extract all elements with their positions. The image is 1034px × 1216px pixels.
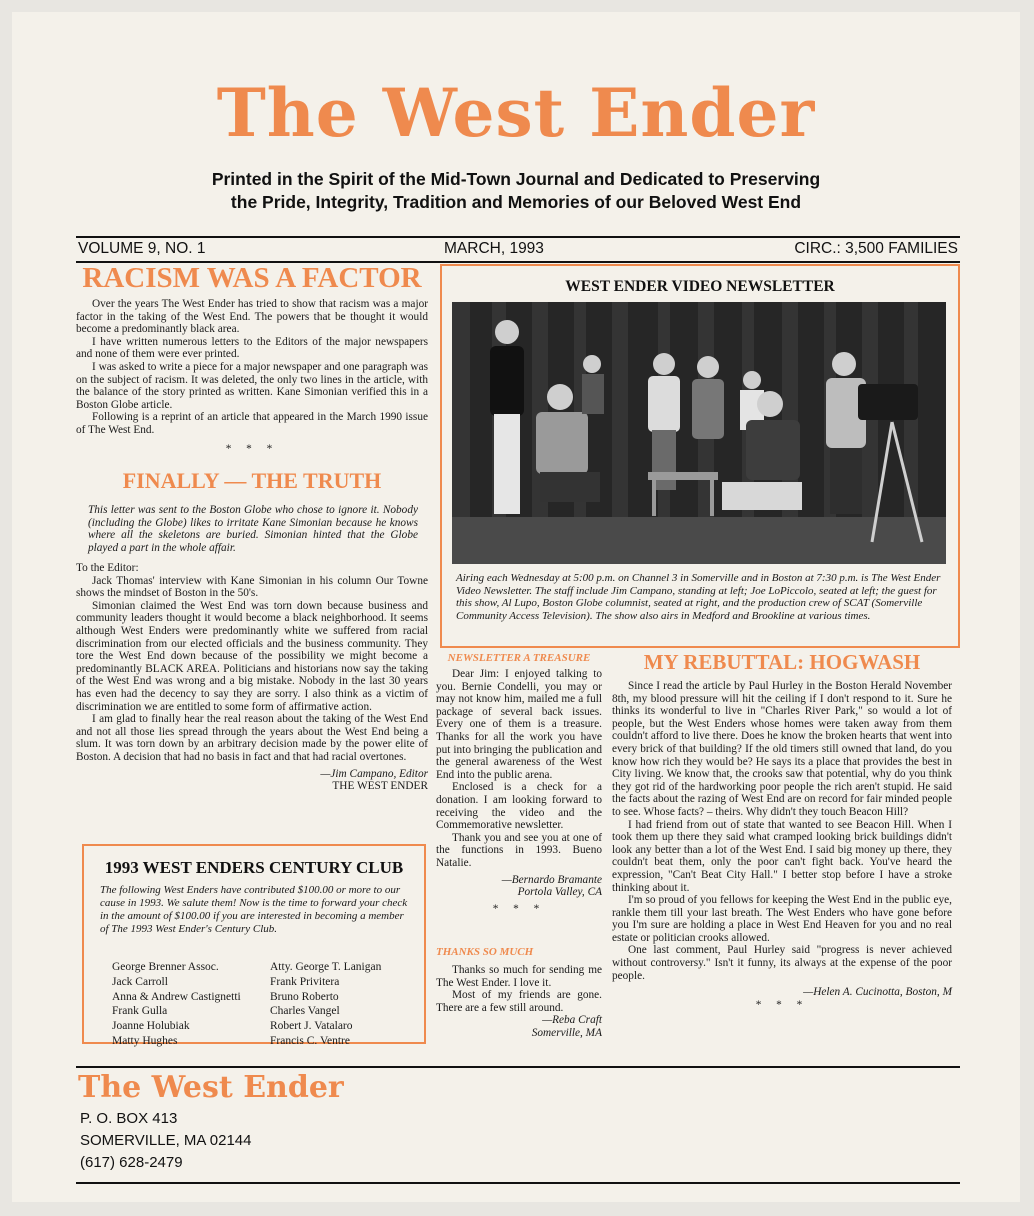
member-name: Anna & Andrew Castignetti	[112, 990, 241, 1003]
rebuttal-stars: * * *	[755, 998, 809, 1011]
video-caption: Airing each Wednesday at 5:00 p.m. on Channel 3 in Somerville and in Boston at 7:30 p.m. is The West Ender Video Newsletter. The staff include Jim Campano, standing at left; Joe LoPiccolo, seated at left; the guest for this show, Al Lupo, Boston Globe columnist, seated at right, and the production crew of SCAT (Somerville Community Access Television). The show also airs in Medford and Brookline at various times.	[456, 572, 941, 622]
thanks-p2: Most of my friends are gone. There are a few still around.	[436, 989, 602, 1014]
treasure-stars: * * *	[492, 902, 546, 915]
issue-date: MARCH, 1993	[444, 240, 544, 257]
masthead-title: The West Ender	[216, 74, 816, 152]
member-name: Atty. George T. Lanigan	[270, 961, 382, 973]
video-newsletter-box	[440, 264, 960, 648]
truth-p2: Simonian claimed the West End was torn down because business and community leaders thought it would become a black neighborhood. It seems although West Enders were predominantly white we suffered from racial discrimination from our elected officials and the business community. They tore the West End down because of the possibility we might become a predominantly BLACK AREA. Politicians and historians now say the taking of the West End was wrong and a big mistake. Nobody in the last 30 years has even had the decency to say they are sorry. I also think as a victim of discrimination we are entitled to some form of affirmative action.	[76, 599, 428, 713]
treasure-p3: Thank you and see you at one of the functions in 1993. Bueno Natalie.	[436, 831, 602, 869]
racism-p3: I was asked to write a piece for a major newspaper and one paragraph was on the subject of racism. It was deleted, the only two lines in the article, with the balance of the story printed as written. Kane Simonian verified this in a Boston Globe article.	[76, 360, 428, 411]
century-club-left-list	[112, 960, 272, 1049]
treasure-p1: Dear Jim: I enjoyed talking to you. Bernie Condelli, you may or may not know him, mailed me a full package of several back issues. Every one of them is a treasure. Thanks for all the work you have put into bringing the publication and the general awareness of the West End into the public arena.	[436, 668, 602, 781]
century-club-right-list	[270, 960, 420, 1049]
rebuttal-p3: I'm so proud of you fellows for keeping the West End in the public eye, rankle them till your last breath. The West Enders who have gone before you I'm sure are holding a place in West End Heaven for you and no real estate or politician crooks allowed.	[612, 894, 952, 944]
footer-city: SOMERVILLE, MA 02144	[80, 1132, 252, 1149]
footer-logo: The West Ender	[78, 1070, 344, 1105]
truth-salutation: To the Editor:	[76, 562, 139, 574]
treasure-location: Portola Valley, CA	[517, 886, 602, 899]
truth-p3: I am glad to finally hear the real reason about the taking of the West End and not all those lies spread through the years about the West End being a slum. It was torn down by an arbitrary decision made by the power elite of Boston. A decision that had no basis in fact and that had racial overtones.	[76, 713, 428, 763]
rebuttal-p1: Since I read the article by Paul Hurley in the Boston Herald November 8th, my blood pressure will hit the ceiling if I don't respond to it. Sure he thinks its wonderful to live in "Charles River Park," so would a lot of people, but the West Enders whose homes were taken away from them couldn't afford to live there. Does he know the broken hearts that went into every brick of that building? If the old timers still owned that land, do you know how rich they would be? He says its a place that provides the best in City living. We know that, the crooks saw that potential, why do you think they got rid of the hardworking poor people the rich aren't stupid. He said the facts about the razing of West End are on record for fair minded people to see. Whose facts? – theirs. Why didn't they touch Beacon Hill?	[612, 680, 952, 818]
member-name: Joanne Holubiak	[112, 1020, 190, 1033]
racism-p2: I have written numerous letters to the Editors of the major newspapers and none of them were ever printed.	[76, 335, 428, 361]
treasure-headline: NEWSLETTER A TREASURE	[447, 652, 591, 664]
member-name: Francis C. Ventre	[270, 1034, 350, 1047]
newspaper-page	[12, 12, 1020, 1202]
member-name: Frank Gulla	[112, 1005, 168, 1018]
footer-bottom-rule	[76, 1182, 960, 1184]
racism-stars: * * *	[225, 442, 279, 455]
volume-number: VOLUME 9, NO. 1	[78, 240, 206, 257]
truth-signature-pub: THE WEST ENDER	[332, 780, 428, 793]
racism-p1: Over the years The West Ender has tried to show that racism was a major factor in the taking of the West End. The powers that be thought it would become a predominantly black area.	[76, 298, 428, 336]
truth-signature: —Jim Campano, Editor	[320, 767, 428, 780]
top-rule	[76, 236, 960, 238]
rebuttal-signature: —Helen A. Cucinotta, Boston, M	[803, 986, 952, 999]
truth-p1: Jack Thomas' interview with Kane Simonian in his column Our Towne shows the mindset of Boston in the 50's.	[76, 574, 428, 600]
thanks-signature: —Reba Craft	[542, 1014, 602, 1027]
rebuttal-p4: One last comment, Paul Hurley said "progress is never achieved without controversy." Isn't it funny, its always at the expense of the poor people.	[612, 944, 952, 982]
masthead-tagline	[12, 168, 1020, 214]
circulation: CIRC.: 3,500 FAMILIES	[794, 240, 958, 257]
staff-photo	[452, 302, 946, 564]
member-name: George Brenner Assoc.	[112, 961, 219, 973]
rebuttal-letter	[612, 680, 952, 1011]
member-name: Robert J. Vatalaro	[270, 1020, 353, 1033]
rebuttal-headline: MY REBUTTAL: HOGWASH	[643, 650, 921, 674]
thanks-p1: Thanks so much for sending me The West Ender. I love it.	[436, 964, 602, 989]
treasure-p2: Enclosed is a check for a donation. I am looking forward to receiving the video and the Commemorative newsletter.	[436, 781, 602, 832]
footer-phone: (617) 628-2479	[80, 1154, 183, 1171]
footer-address	[80, 1108, 251, 1174]
racism-p4: Following is a reprint of an article that appeared in the March 1990 issue of The West End.	[76, 411, 428, 436]
thanks-headline: THANKS SO MUCH	[436, 946, 534, 958]
member-name: Frank Privitera	[270, 975, 340, 988]
truth-intro: This letter was sent to the Boston Globe who chose to ignore it. Nobody (including the Globe) likes to irritate Kane Simonian because he knows where all the skeletons are buried. Simonian hinted that the Globe played a part in the whole affair.	[88, 504, 418, 554]
thanks-location: Somerville, MA	[531, 1026, 602, 1039]
tagline-line-2: the Pride, Integrity, Tradition and Memories of our Beloved West End	[230, 192, 802, 212]
thanks-letter	[436, 964, 602, 1040]
century-club-title: 1993 WEST ENDERS CENTURY CLUB	[104, 858, 404, 877]
member-name: Jack Carroll	[112, 975, 168, 988]
member-name: Matty Hughes	[112, 1034, 178, 1047]
racism-article	[76, 298, 428, 455]
footer-po-box: P. O. BOX 413	[80, 1110, 178, 1127]
rebuttal-p2: I had friend from out of state that wanted to see Beacon Hill. When I took them up there they said what cramped looking brick buildings didn't look any better than a lot of the West End. I said big money up there, they couldn't beat them, only the poor can't fight back. You've heard the expression, "Can't Beat City Hall." I better stop before I have a stroke thinking about it.	[612, 818, 952, 894]
member-name: Charles Vangel	[270, 1005, 340, 1018]
truth-letter	[76, 562, 428, 793]
century-club-intro: The following West Enders have contributed $100.00 or more to our cause in 1993. We salute them! Now is the time to forward your check in the amount of $100.00 if you are interested in becoming a member of The 1993 West Ender's Century Club.	[100, 884, 408, 935]
racism-headline: RACISM WAS A FACTOR	[82, 262, 422, 294]
video-headline: WEST ENDER VIDEO NEWSLETTER	[565, 278, 835, 295]
treasure-signature: —Bernardo Bramante	[501, 873, 602, 886]
treasure-letter	[436, 668, 602, 915]
tagline-line-1: Printed in the Spirit of the Mid-Town Journal and Dedicated to Preserving	[211, 169, 821, 189]
member-name: Bruno Roberto	[270, 990, 339, 1003]
truth-headline: FINALLY — THE TRUTH	[122, 468, 382, 493]
century-club-box	[82, 844, 426, 1047]
footer-top-rule	[76, 1066, 960, 1068]
staff-photo-illustration	[452, 302, 946, 564]
